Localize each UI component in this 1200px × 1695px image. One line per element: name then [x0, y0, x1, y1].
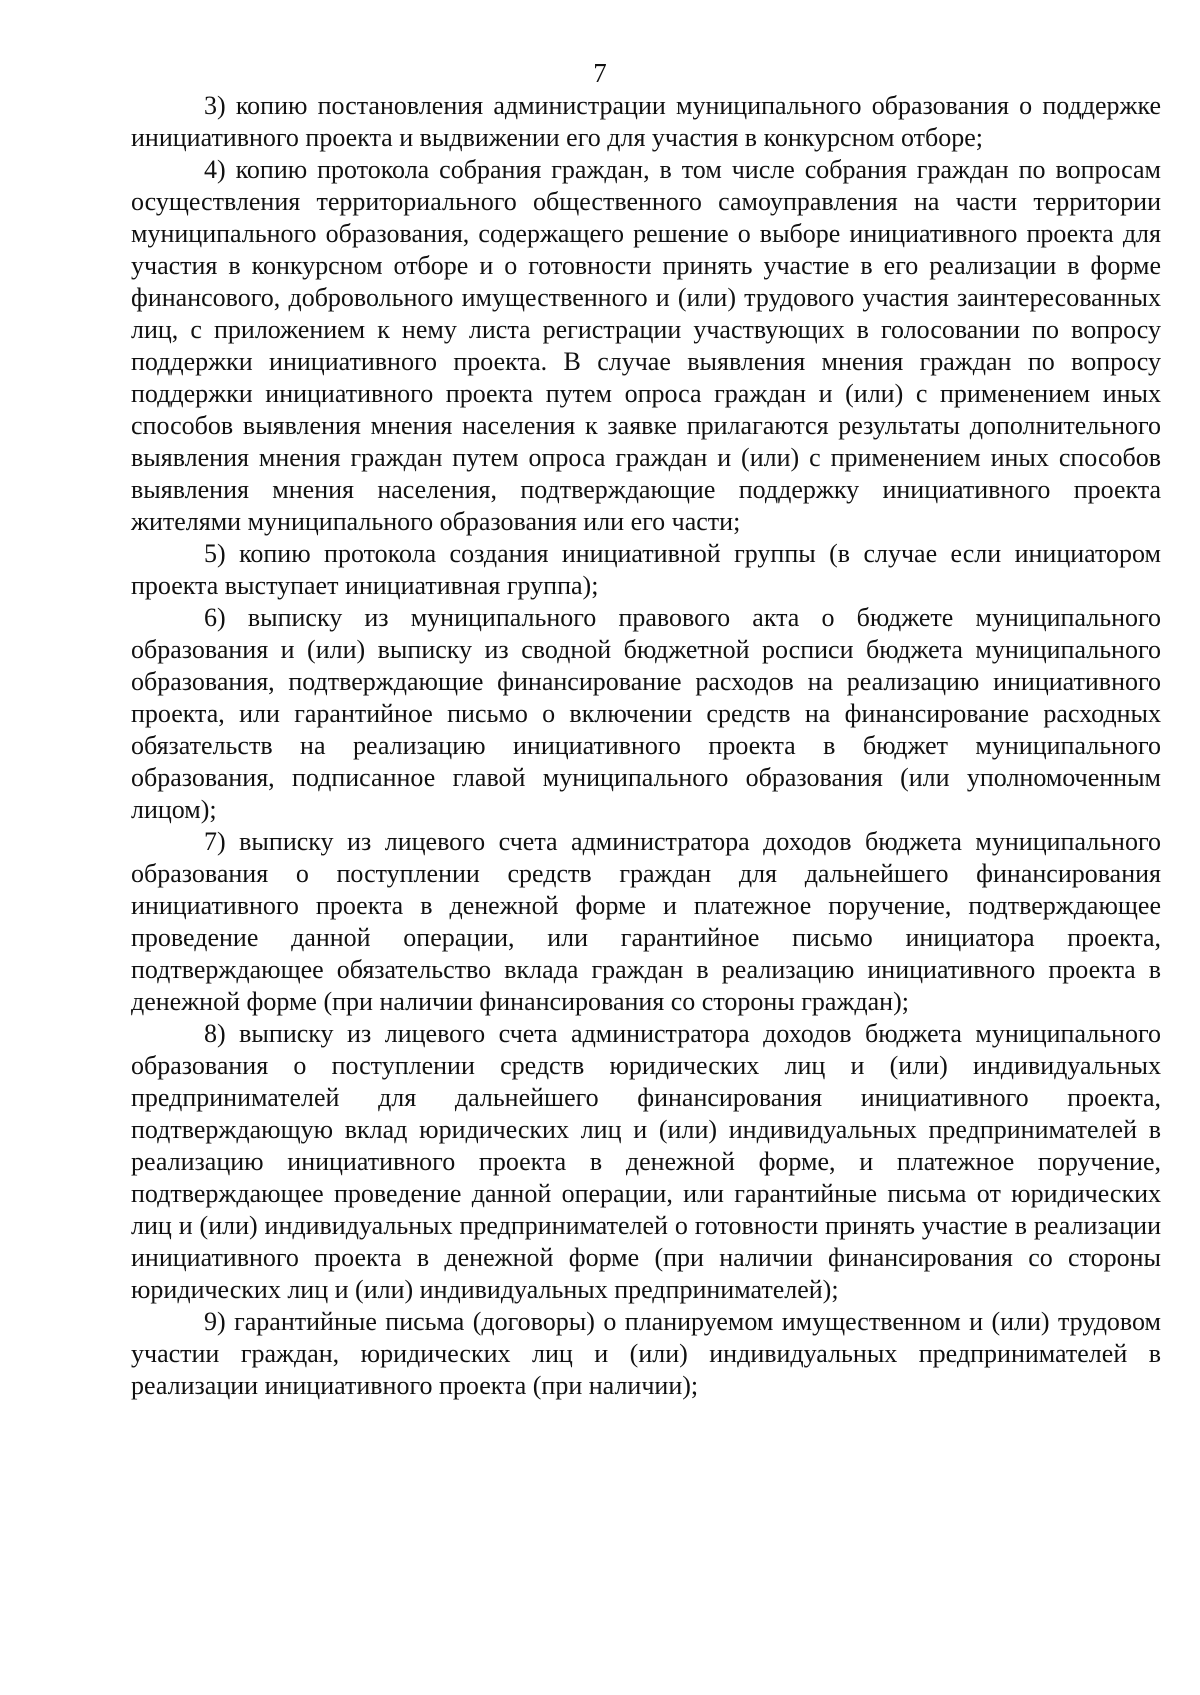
list-item-9: 9) гарантийные письма (договоры) о планируемом имущественном и (или) трудовом участии граждан, юридических лиц и (или) индивидуальных предпринимателей в реализации инициативного проекта (при наличии);	[131, 1307, 1161, 1400]
page-number: 7	[593, 58, 607, 88]
list-item-4: 4) копию протокола собрания граждан, в том числе собрания граждан по вопросам осуществления территориального общественного самоуправления на части территории муниципального образования, содержащего решение о выборе инициативного проекта для участия в конкурсном отборе и о готовности принять участие в его реализации в форме финансового, добровольного имущественного и (или) трудового участия заинтересованных лиц, с приложением к нему листа регистрации участвующих в голосовании по вопросу поддержки инициативного проекта. В случае выявления мнения граждан по вопросу поддержки инициативного проекта путем опроса граждан и (или) с применением иных способов выявления мнения населения к заявке прилагаются результаты дополнительного выявления мнения граждан путем опроса граждан и (или) с применением иных способов выявления мнения населения, подтверждающие поддержку инициативного проекта жителями муниципального образования или его части;	[131, 155, 1161, 536]
list-item-7: 7) выписку из лицевого счета администратора доходов бюджета муниципального образования о поступлении средств граждан для дальнейшего финансирования инициативного проекта в денежной форме и платежное поручение, подтверждающее проведение данной операции, или гарантийное письмо инициатора проекта, подтверждающее обязательство вклада граждан в реализацию инициативного проекта в денежной форме (при наличии финансирования со стороны граждан);	[131, 827, 1161, 1016]
list-item-5: 5) копию протокола создания инициативной группы (в случае если инициатором проекта выступает инициативная группа);	[131, 539, 1161, 600]
list-item-3: 3) копию постановления администрации муниципального образования о поддержке инициативного проекта и выдвижении его для участия в конкурсном отборе;	[131, 91, 1161, 152]
list-item-6: 6) выписку из муниципального правового акта о бюджете муниципального образования и (или) выписку из сводной бюджетной росписи бюджета муниципального образования, подтверждающие финансирование расходов на реализацию инициативного проекта, или гарантийное письмо о включении средств на финансирование расходных обязательств на реализацию инициативного проекта в бюджет муниципального образования, подписанное главой муниципального образования (или уполномоченным лицом);	[131, 603, 1161, 824]
document-body	[131, 90, 1161, 1402]
list-item-8: 8) выписку из лицевого счета администратора доходов бюджета муниципального образования о поступлении средств юридических лиц и (или) индивидуальных предпринимателей для дальнейшего финансирования инициативного проекта, подтверждающую вклад юридических лиц и (или) индивидуальных предпринимателей в реализацию инициативного проекта в денежной форме, и платежное поручение, подтверждающее проведение данной операции, или гарантийные письма от юридических лиц и (или) индивидуальных предпринимателей о готовности принять участие в реализации инициативного проекта в денежной форме (при наличии финансирования со стороны юридических лиц и (или) индивидуальных предпринимателей);	[131, 1019, 1161, 1304]
